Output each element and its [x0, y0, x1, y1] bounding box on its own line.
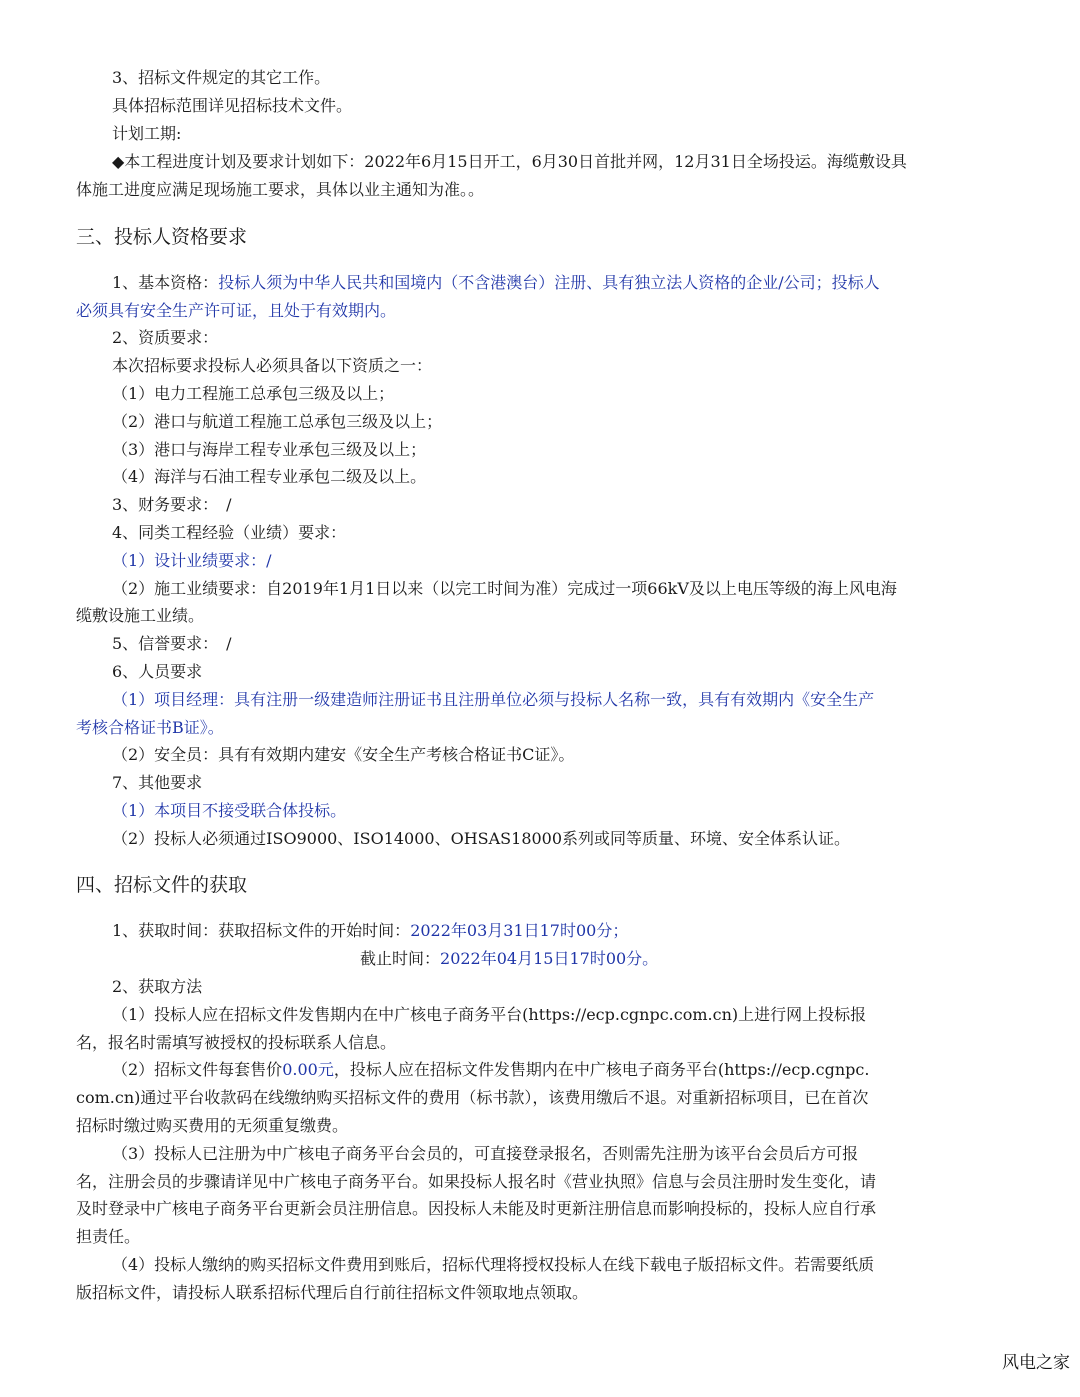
- other-label: 7、其他要求: [112, 773, 203, 792]
- watermark: 风电之家: [1002, 1353, 1070, 1373]
- construction-experience-line-1: （2）施工业绩要求：自2019年1月1日以来（以完工时间为准）完成过一项66kV及以上电压等级的海上风电海: [112, 579, 897, 598]
- scope-item-3: 3、招标文件规定的其它工作。: [112, 68, 331, 87]
- scope-note: 具体招标范围详见招标技术文件。: [112, 96, 353, 115]
- qualification-item: （4）海洋与石油工程专业承包二级及以上。: [112, 467, 427, 486]
- method-1-line-2: 名，报名时需填写被授权的投标联系人信息。: [76, 1033, 397, 1052]
- basic-qualification: [112, 269, 1006, 296]
- method-1-line-1: （1）投标人应在招标文件发售期内在中广核电子商务平台(https://ecp.cgnpc.com.cn)上进行网上投标报: [112, 1005, 867, 1024]
- construction-experience-line-2: 缆敷设施工业绩。: [76, 606, 205, 625]
- method-3-line-3: 及时登录中广核电子商务平台更新会员注册信息。因投标人未能及时更新注册信息而影响投标的，投标人应自行承: [76, 1199, 877, 1218]
- project-manager-line-1: （1）项目经理：具有注册一级建造师注册证书且注册单位必须与投标人名称一致，具有有效期内《安全生产: [112, 690, 875, 709]
- basic-text-line-2: 必须具有安全生产许可证，且处于有效期内。: [76, 301, 397, 320]
- acquisition-time: [112, 917, 1006, 944]
- basic-label: 1、基本资格：: [112, 273, 219, 292]
- qualification-item: （2）港口与航道工程施工总承包三级及以上；: [112, 412, 443, 431]
- method-2-line-1: [112, 1056, 1006, 1083]
- section-3-heading: 三、投标人资格要求: [76, 226, 248, 248]
- method-2-line-2: com.cn)通过平台收款码在线缴纳购买招标文件的费用（标书款），该费用缴后不退。对重新招标项目，已在首次: [76, 1088, 869, 1107]
- method-label: 2、获取方法: [112, 977, 203, 996]
- section-4-heading: 四、招标文件的获取: [76, 874, 248, 896]
- schedule-line-2: 体施工进度应满足现场施工要求，具体以业主通知为准。。: [76, 180, 485, 199]
- other-requirement-1: （1）本项目不接受联合体投标。: [112, 801, 347, 820]
- other-requirement-2: （2）投标人必须通过ISO9000、ISO14000、OHSAS18000系列或同等质量、环境、安全体系认证。: [112, 829, 851, 848]
- deadline: [360, 945, 1000, 972]
- document-price: 0.00元: [282, 1060, 334, 1079]
- project-manager-line-2: 考核合格证书B证》。: [76, 718, 224, 737]
- qualification-item: （1）电力工程施工总承包三级及以上；: [112, 384, 395, 403]
- schedule-label: 计划工期:: [112, 124, 182, 143]
- schedule-line-1: ◆本工程进度计划及要求计划如下：2022年6月15日开工，6月30日首批并网，12月31日全场投运。海缆敷设具: [112, 152, 907, 171]
- method-2-line-3: 招标时缴过购买费用的无须重复缴费。: [76, 1116, 349, 1135]
- method-3-line-2: 名，注册会员的步骤请详见中广核电子商务平台。如果投标人报名时《营业执照》信息与会员注册时发生变化，请: [76, 1172, 877, 1191]
- qualification-label: 2、资质要求：: [112, 328, 219, 347]
- basic-text: 投标人须为中华人民共和国境内（不含港澳台）注册、具有独立法人资格的企业/公司；投标人: [218, 273, 880, 292]
- time-label: 1、获取时间：获取招标文件的开始时间：: [112, 921, 411, 940]
- qualification-item: （3）港口与海岸工程专业承包三级及以上；: [112, 440, 427, 459]
- end-time: 2022年04月15日17时00分。: [440, 949, 659, 968]
- experience-label: 4、同类工程经验（业绩）要求：: [112, 523, 347, 542]
- method-4-line-1: （4）投标人缴纳的购买招标文件费用到账后，招标代理将授权投标人在线下载电子版招标文件。若需要纸质: [112, 1255, 875, 1274]
- method-3-line-1: （3）投标人已注册为中广核电子商务平台会员的，可直接登录报名，否则需先注册为该平台会员后方可报: [112, 1144, 859, 1163]
- safety-officer: （2）安全员：具有有效期内建安《安全生产考核合格证书C证》。: [112, 745, 575, 764]
- design-experience: （1）设计业绩要求：/: [112, 551, 272, 570]
- personnel-label: 6、人员要求: [112, 662, 203, 681]
- deadline-label: 截止时间：: [360, 949, 441, 968]
- finance-requirement: 3、财务要求： /: [112, 495, 232, 514]
- method-2-prefix: （2）招标文件每套售价: [112, 1060, 283, 1079]
- method-2-suffix: ，投标人应在招标文件发售期内在中广核电子商务平台(https://ecp.cgnpc.: [333, 1060, 870, 1079]
- method-3-line-4: 担责任。: [76, 1227, 141, 1246]
- qualification-intro: 本次招标要求投标人必须具备以下资质之一：: [112, 356, 433, 375]
- start-time: 2022年03月31日17时00分；: [410, 921, 629, 940]
- credit-requirement: 5、信誉要求： /: [112, 634, 232, 653]
- method-4-line-2: 版招标文件，请投标人联系招标代理后自行前往招标文件领取地点领取。: [76, 1283, 589, 1302]
